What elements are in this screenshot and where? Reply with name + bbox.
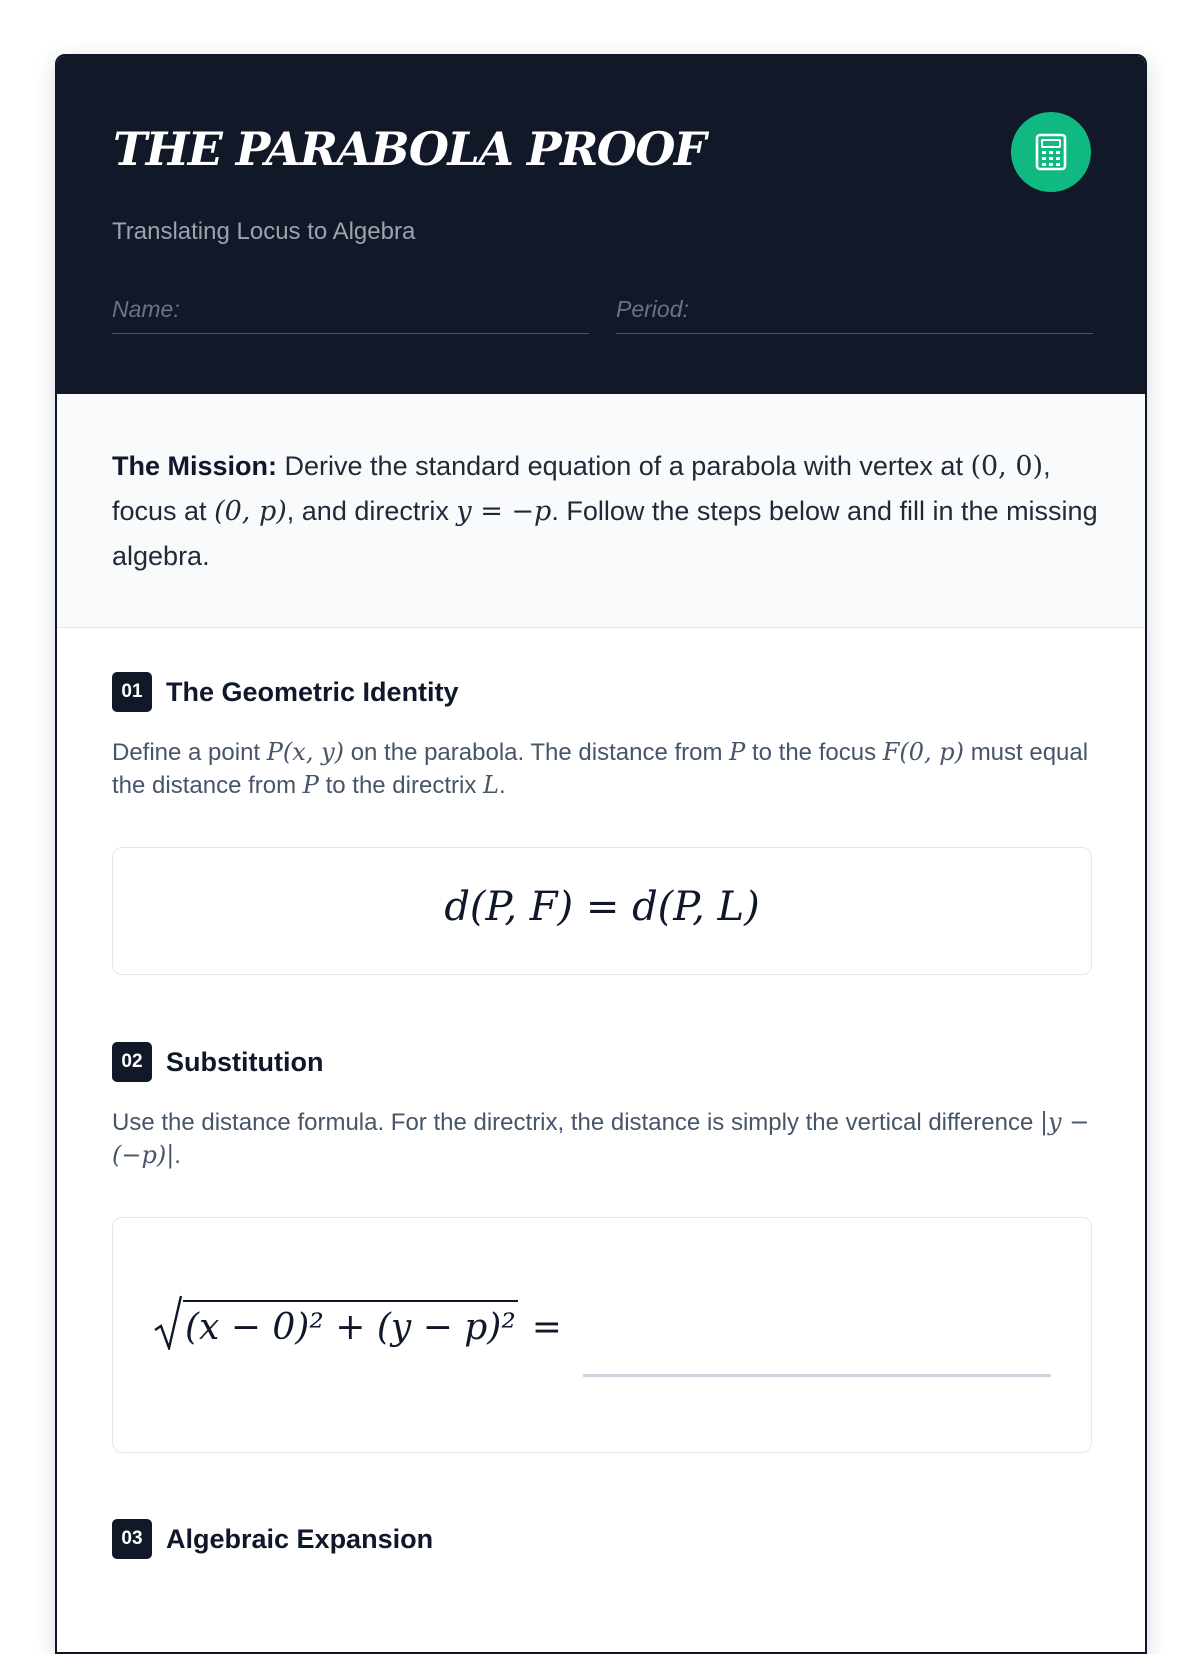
directrix-expr: y = −p: [456, 496, 552, 527]
equation-box-02: [112, 1217, 1092, 1453]
distance-equation: d(P, F) = d(P, L): [444, 884, 760, 930]
vertex-expr: (0, 0): [970, 451, 1044, 482]
name-field[interactable]: [112, 296, 589, 334]
section-title: The Geometric Identity: [166, 676, 459, 707]
mission-text-2: , focus at: [112, 451, 1051, 526]
page-subtitle: Translating Locus to Algebra: [112, 218, 416, 245]
section-number: 02: [112, 1042, 152, 1082]
section-number: 01: [112, 672, 152, 712]
name-label: Name:: [112, 296, 180, 322]
radicand: (x − 0)² + (y − p)²: [183, 1300, 518, 1350]
substitution-equation: [153, 1294, 562, 1350]
calculator-button[interactable]: [1011, 112, 1091, 192]
page-title: THE PARABOLA PROOF: [113, 122, 706, 176]
mission-panel: [57, 394, 1145, 628]
section-number: 03: [112, 1519, 152, 1559]
section-title: Substitution: [166, 1046, 324, 1077]
mission-text-1: Derive the standard equation of a parabola with vertex at: [284, 451, 963, 481]
section-01-heading: [112, 672, 459, 712]
worksheet-header: [57, 56, 1145, 394]
square-root: [153, 1294, 518, 1350]
equation-box-01: [112, 847, 1092, 975]
radical-sign-icon: [153, 1294, 183, 1350]
period-label: Period:: [616, 296, 689, 322]
focus-expr: (0, p): [214, 496, 287, 527]
answer-blank[interactable]: [583, 1374, 1051, 1377]
mission-text-4: . Follow the steps below and fill in the missing algebra.: [112, 496, 1098, 571]
section-02-heading: [112, 1042, 323, 1082]
section-01-description: Define a point P(x, y) on the parabola. The distance from P to the focus F(0, p) must equal the distance from P to the directrix L.: [112, 738, 1089, 799]
period-field[interactable]: [616, 296, 1093, 334]
section-03-heading: [112, 1519, 433, 1559]
mission-text-3: , and directrix: [286, 496, 449, 526]
worksheet: [55, 54, 1147, 1654]
mission-label: The Mission:: [112, 451, 278, 481]
section-title: Algebraic Expansion: [166, 1523, 434, 1554]
mission-text: [112, 444, 1102, 578]
equals-sign: =: [531, 1307, 562, 1348]
calculator-icon: [1034, 133, 1068, 171]
section-02-description: Use the distance formula. For the directrix, the distance is simply the vertical difference |y − (−p)|.: [112, 1108, 1090, 1169]
